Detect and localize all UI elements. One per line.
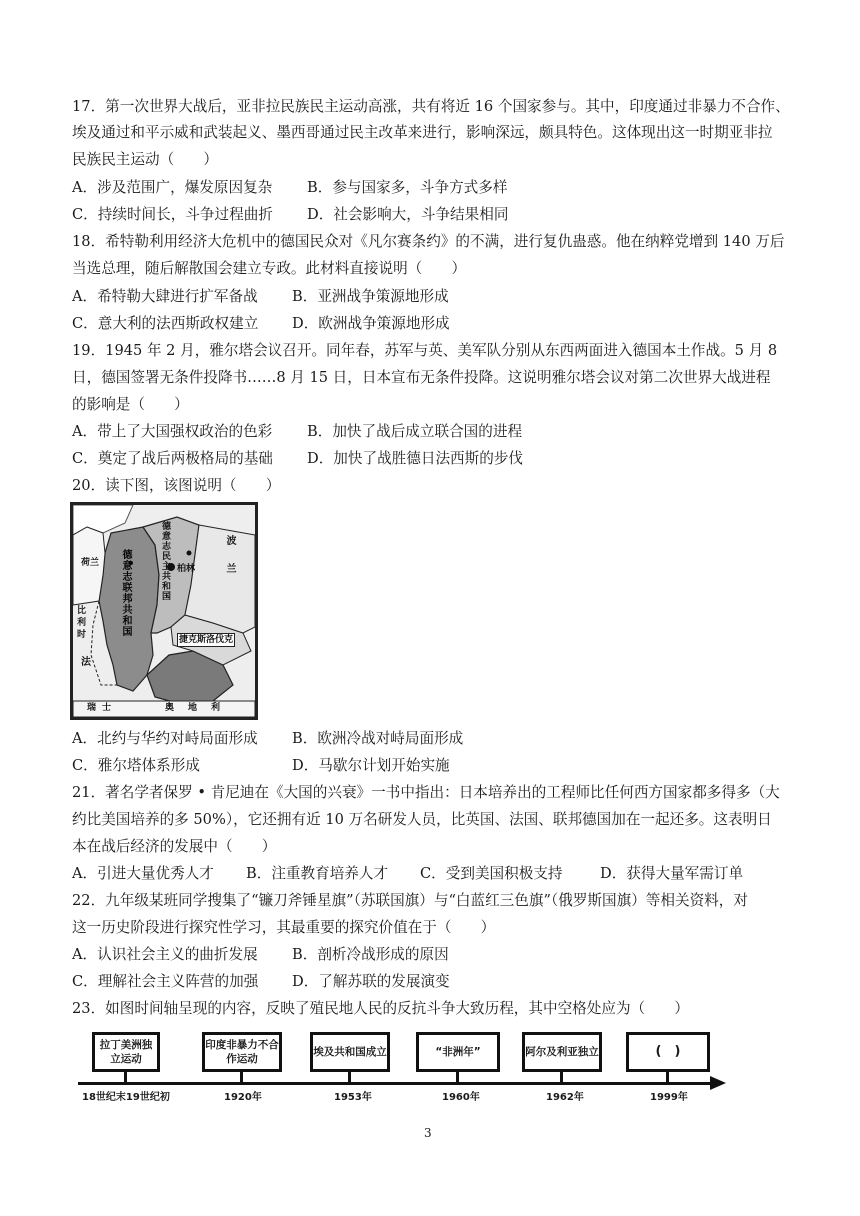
q21-option-b[interactable]: B．注重教育培养人才 [246,865,389,882]
q19-option-b[interactable]: B．加快了战后成立联合国的进程 [307,423,523,440]
q21-option-d[interactable]: D．获得大量军需订单 [600,865,744,882]
map-label-france: 法 [81,657,91,668]
timeline-tick [456,1072,459,1083]
q22-option-d[interactable]: D．了解苏联的发展演变 [292,973,450,990]
q17-option-d[interactable]: D．社会影响大，斗争结果相同 [307,206,509,223]
q21-line2: 约比美国培养的多 50%），它还拥有近 10 万名研发人员，比英国、法国、联邦德国加在一起还多。这表明日 [72,811,772,828]
timeline-year-india: 1920年 [224,1092,262,1103]
q20-option-a[interactable]: A．北约与华约对峙局面形成 [72,730,258,747]
q18-option-b[interactable]: B．亚洲战争策源地形成 [292,288,449,305]
germany-division-map [70,502,258,720]
q17-option-c[interactable]: C．持续时间长，斗争过程曲折 [72,206,273,223]
map-label-gdr: 德意志民主共和国 [160,521,170,601]
timeline-tick [348,1072,351,1083]
q18-option-a[interactable]: A．希特勒大肆进行扩军备战 [72,288,258,305]
q19-line3: 的影响是（ ） [72,396,189,413]
q19-option-a[interactable]: A．带上了大国强权政治的色彩 [72,423,273,440]
map-label-frg: 德意志联邦共和国 [120,549,131,637]
q21-option-a[interactable]: A．引进大量优秀人才 [72,865,214,882]
q19-line2: 日，德国签署无条件投降书……8 月 15 日，日本宣布无条件投降。这说明雅尔塔会议对第二次世界大战进程 [72,369,771,386]
q17-line3: 民族民主运动（ ） [72,151,218,168]
q18-option-c[interactable]: C．意大利的法西斯政权建立 [72,315,259,332]
timeline-event-algeria: 阿尔及利亚独立 [522,1032,602,1072]
map-label-czechoslovakia: 捷克斯洛伐克 [179,635,234,645]
timeline-year-algeria: 1962年 [546,1092,584,1103]
timeline-arrow-icon [710,1076,726,1090]
timeline-tick [124,1072,127,1083]
colonial-struggle-timeline [78,1028,728,1108]
timeline-year-blank: 1999年 [650,1092,688,1103]
q17-option-a[interactable]: A．涉及范围广，爆发原因复杂 [72,179,273,196]
q19-option-c[interactable]: C．奠定了战后两极格局的基础 [72,450,273,467]
map-label-belgium: 比利时 [77,606,87,640]
q22-line1: 22．九年级某班同学搜集了“镰刀斧锤星旗”（苏联国旗）与“白蓝红三色旗”（俄罗斯国旗）等相关资料，对 [72,892,748,909]
timeline-axis [78,1082,714,1085]
q18-option-d[interactable]: D．欧洲战争策源地形成 [292,315,450,332]
q21-line3: 本在战后经济的发展中（ ） [72,838,277,855]
map-label-netherlands: 荷兰 [81,558,100,568]
q22-option-b[interactable]: B．剖析冷战形成的原因 [292,946,449,963]
map-label-austria: 奥地利 [165,703,235,713]
map-label-switzerland: 瑞士 [87,703,118,713]
q21-line1: 21．著名学者保罗 • 肯尼迪在《大国的兴衰》一书中指出：日本培养出的工程师比任何西方国家都多得多（大 [72,784,780,801]
timeline-event-latin-america: 拉丁美洲独立运动 [92,1032,160,1072]
timeline-event-africa-year: “非洲年” [416,1032,500,1072]
q23-line1: 23．如图时间轴呈现的内容，反映了殖民地人民的反抗斗争大致历程，其中空格处应为（ ） [72,1000,689,1017]
map-label-berlin: 柏林 [177,564,196,574]
q19-line1: 19．1945 年 2 月，雅尔塔会议召开。同年春，苏军与英、美军队分别从东西两面进入德国本土作战。5 月 8 [72,342,778,359]
timeline-year-egypt: 1953年 [334,1092,372,1103]
q22-option-a[interactable]: A．认识社会主义的曲折发展 [72,946,258,963]
q20-line1: 20．读下图，该图说明（ ） [72,477,281,494]
timeline-tick [560,1072,563,1083]
q17-line1: 17．第一次世界大战后，亚非拉民族民主运动高涨，共有将近 16 个国家参与。其中，印度通过非暴力不合作、 [72,98,790,115]
q17-line2: 埃及通过和平示威和武装起义、墨西哥通过民主改革来进行，影响深远，颇具特色。这体现出这一时期亚非拉 [72,124,773,141]
q20-option-d[interactable]: D．马歇尔计划开始实施 [292,757,450,774]
q18-line2: 当选总理，随后解散国会建立专政。此材料直接说明（ ） [72,260,467,277]
timeline-year-africa-year: 1960年 [442,1092,480,1103]
q22-line2: 这一历史阶段进行探究性学习，其最重要的探究价值在于（ ） [72,919,496,936]
timeline-year-latin-america: 18世纪末19世纪初 [82,1092,170,1103]
q17-option-b[interactable]: B．参与国家多，斗争方式多样 [307,179,508,196]
q18-line1: 18．希特勒利用经济大危机中的德国民众对《凡尔赛条约》的不满，进行复仇蛊惑。他在纳粹党增到 140 万后 [72,233,785,250]
page-number: 3 [424,1126,432,1140]
q21-option-c[interactable]: C．受到美国积极支持 [420,865,563,882]
q22-option-c[interactable]: C．理解社会主义阵营的加强 [72,973,259,990]
timeline-tick [240,1072,243,1083]
timeline-event-india: 印度非暴力不合作运动 [202,1032,282,1072]
q19-option-d[interactable]: D．加快了战胜德日法西斯的步伐 [307,450,524,467]
timeline-event-blank[interactable]: ( ) [626,1032,710,1072]
map-label-poland: 波兰 [224,535,235,591]
timeline-event-egypt: 埃及共和国成立 [310,1032,390,1072]
q20-option-b[interactable]: B．欧洲冷战对峙局面形成 [292,730,464,747]
timeline-tick [666,1072,669,1083]
q20-option-c[interactable]: C．雅尔塔体系形成 [72,757,200,774]
